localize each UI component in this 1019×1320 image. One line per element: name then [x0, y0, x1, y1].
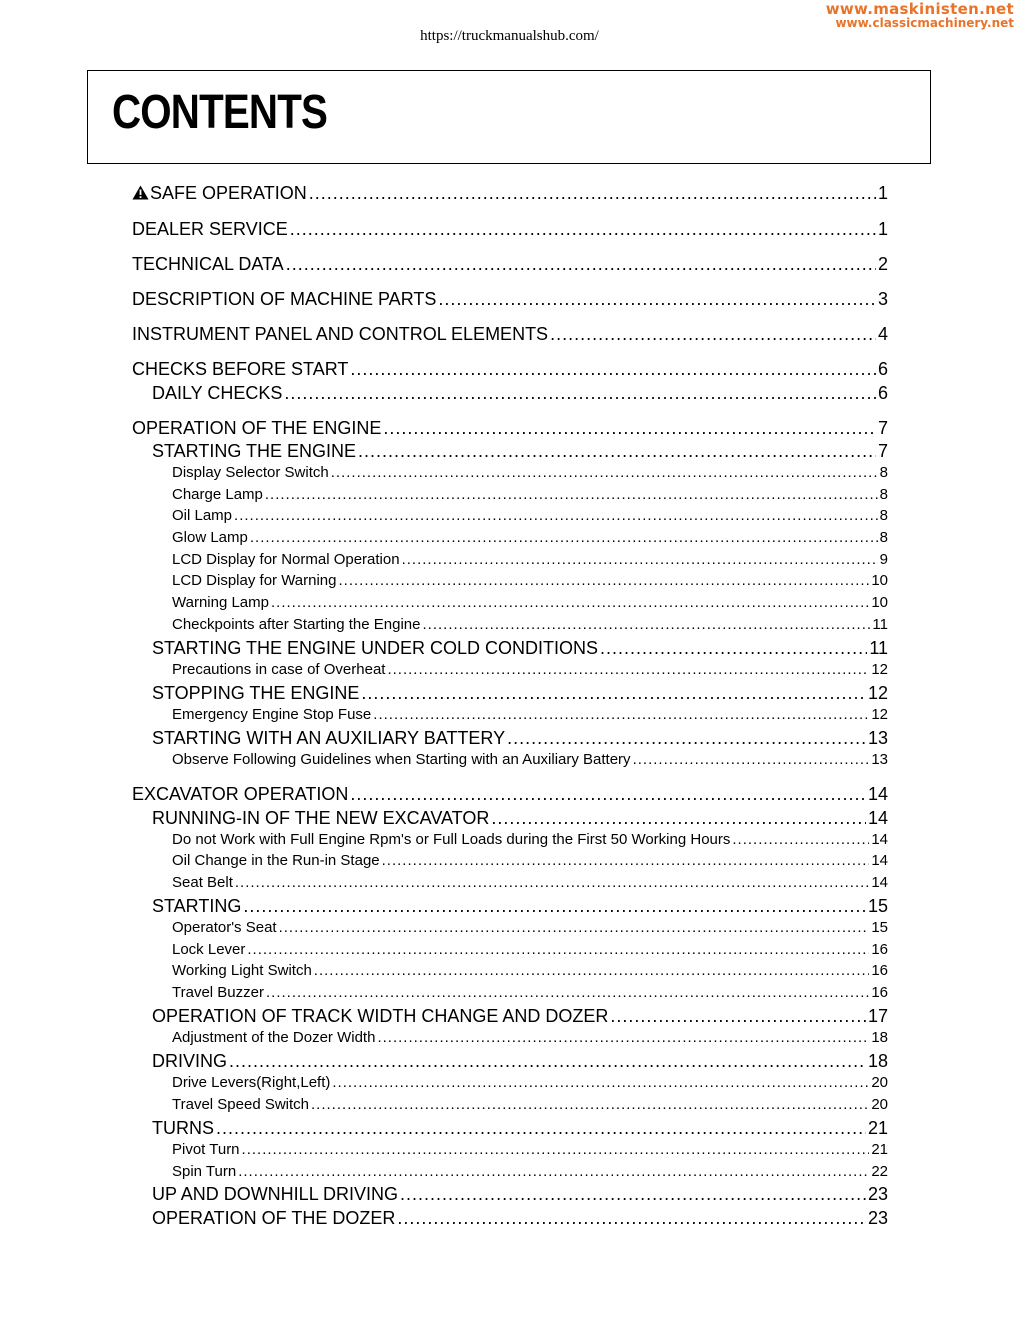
toc-entry[interactable] [172, 751, 888, 768]
toc-page-number: 14 [871, 874, 888, 891]
toc-dot-leader [234, 507, 878, 524]
toc-entry-title [172, 616, 420, 633]
toc-entry-title [132, 219, 288, 240]
toc-page-number: 18 [871, 1029, 888, 1046]
toc-entry-text: Travel Speed Switch [172, 1096, 310, 1113]
toc-entry-text: STARTING THE ENGINE UNDER COLD CONDITIONS [152, 638, 599, 658]
toc-dot-leader [600, 638, 867, 659]
toc-entry-title [152, 1208, 395, 1229]
toc-entry-text: Drive Levers(Right,Left) [172, 1074, 331, 1091]
toc-entry-text: STARTING [152, 896, 242, 916]
toc-page-number: 15 [871, 919, 888, 936]
toc-entry-text: STARTING THE ENGINE [152, 441, 357, 461]
toc-entry[interactable] [152, 1118, 888, 1139]
toc-entry-text: Lock Lever [172, 941, 246, 958]
toc-entry[interactable] [152, 441, 888, 462]
toc-page-number: 15 [867, 896, 888, 916]
toc-page-number: 8 [879, 486, 888, 503]
toc-entry-text: LCD Display for Normal Operation [172, 551, 400, 568]
page-title: CONTENTS [112, 86, 328, 139]
toc-dot-leader [550, 324, 876, 345]
toc-dot-leader [279, 919, 870, 936]
toc-entry-text: STARTING WITH AN AUXILIARY BATTERY [152, 728, 506, 748]
toc-entry-title [172, 661, 385, 678]
toc-entry[interactable] [132, 183, 888, 204]
toc-dot-leader [242, 1141, 870, 1158]
warning-triangle-icon [132, 184, 150, 199]
toc-entry-title [172, 852, 380, 869]
toc-dot-leader [422, 616, 870, 633]
toc-entry-title [172, 874, 233, 891]
toc-entry[interactable] [152, 896, 888, 917]
toc-dot-leader [235, 874, 869, 891]
toc-entry-text: Observe Following Guidelines when Starting with an Auxiliary Battery [172, 751, 631, 768]
toc-dot-leader [507, 728, 866, 749]
toc-dot-leader [331, 464, 878, 481]
toc-page-number: 6 [877, 383, 888, 403]
toc-entry[interactable] [152, 1184, 888, 1205]
toc-entry[interactable] [172, 874, 888, 891]
toc-dot-leader [284, 383, 876, 404]
toc-dot-leader [266, 984, 869, 1001]
toc-dot-leader [358, 441, 876, 462]
toc-entry-text: DAILY CHECKS [152, 383, 283, 403]
toc-dot-leader [610, 1006, 866, 1027]
toc-dot-leader [247, 941, 869, 958]
toc-entry-title [152, 383, 282, 404]
toc-entry-text: Display Selector Switch [172, 464, 329, 481]
toc-entry-text: Pivot Turn [172, 1141, 240, 1158]
toc-page-number: 14 [867, 808, 888, 828]
toc-dot-leader [271, 594, 869, 611]
toc-entry-text: DEALER SERVICE [132, 219, 288, 239]
toc-page-number: 17 [867, 1006, 888, 1026]
toc-entry[interactable] [172, 941, 888, 958]
toc-entry[interactable] [172, 962, 888, 979]
toc-dot-leader [216, 1118, 866, 1139]
toc-entry-title [152, 1118, 214, 1139]
toc-entry-title [152, 1006, 608, 1027]
toc-entry-title [152, 728, 505, 749]
toc-entry-title [132, 359, 348, 380]
watermark-line-2: www.classicmachinery.net [835, 16, 1014, 30]
toc-entry[interactable] [172, 706, 888, 723]
toc-entry[interactable] [132, 289, 888, 310]
toc-dot-leader [382, 852, 870, 869]
toc-entry-text: EXCAVATOR OPERATION [132, 784, 349, 804]
toc-entry-text: Emergency Engine Stop Fuse [172, 706, 372, 723]
toc-entry[interactable] [172, 551, 888, 568]
toc-entry-title [152, 1051, 227, 1072]
toc-dot-leader [491, 808, 866, 829]
toc-entry-title [152, 896, 241, 917]
toc-entry-text: DESCRIPTION OF MACHINE PARTS [132, 289, 437, 309]
toc-entry-title [132, 254, 284, 275]
toc-dot-leader [350, 359, 876, 380]
toc-entry-title [172, 1029, 375, 1046]
toc-page-number: 12 [871, 661, 888, 678]
toc-entry-title [172, 572, 337, 589]
toc-entry-text: Oil Lamp [172, 507, 233, 524]
toc-entry[interactable] [152, 638, 888, 659]
toc-page-number: 1 [877, 183, 888, 203]
toc-entry-title [172, 962, 312, 979]
header-url: https://truckmanualshub.com/ [420, 28, 599, 44]
toc-entry[interactable] [172, 831, 888, 848]
toc-page-number: 16 [871, 984, 888, 1001]
toc-entry-title [172, 941, 245, 958]
toc-dot-leader [290, 219, 876, 240]
toc-dot-leader [350, 784, 866, 805]
toc-entry[interactable] [172, 1141, 888, 1158]
toc-page-number: 12 [871, 706, 888, 723]
toc-entry-title [152, 1184, 398, 1205]
toc-entry[interactable] [152, 728, 888, 749]
toc-page-number: 23 [867, 1184, 888, 1204]
toc-dot-leader [332, 1074, 869, 1091]
toc-entry-text: Precautions in case of Overheat [172, 661, 386, 678]
toc-dot-leader [402, 551, 878, 568]
toc-entry-title [132, 183, 307, 204]
toc-entry[interactable] [172, 1074, 888, 1091]
toc-entry-text: DRIVING [152, 1051, 228, 1071]
toc-page-number: 21 [871, 1141, 888, 1158]
toc-page-number: 11 [872, 616, 888, 633]
toc-entry[interactable] [172, 1029, 888, 1046]
toc-entry[interactable] [172, 661, 888, 678]
toc-entry-text: Checkpoints after Starting the Engine [172, 616, 421, 633]
toc-entry-text: OPERATION OF THE ENGINE [132, 418, 382, 438]
toc-entry-text: Adjustment of the Dozer Width [172, 1029, 376, 1046]
toc-entry[interactable] [172, 1096, 888, 1113]
toc-entry[interactable] [152, 383, 888, 404]
toc-entry-title [172, 831, 730, 848]
toc-entry-text: STOPPING THE ENGINE [152, 683, 360, 703]
toc-dot-leader [250, 529, 878, 546]
toc-page-number: 22 [871, 1163, 888, 1180]
toc-entry-title [172, 1163, 236, 1180]
toc-entry-text: INSTRUMENT PANEL AND CONTROL ELEMENTS [132, 324, 549, 344]
toc-entry-title [172, 984, 264, 1001]
toc-page-number: 14 [871, 831, 888, 848]
toc-entry-text: Do not Work with Full Engine Rpm's or Full Loads during the First 50 Working Hours [172, 831, 731, 848]
toc-page-number: 14 [871, 852, 888, 869]
toc-page-number: 8 [879, 507, 888, 524]
toc-dot-leader [286, 254, 876, 275]
toc-entry-text: OPERATION OF THE DOZER [152, 1208, 396, 1228]
toc-entry-title [132, 289, 436, 310]
toc-page-number: 21 [867, 1118, 888, 1138]
toc-entry-text: Working Light Switch [172, 962, 312, 979]
toc-entry-title [172, 1074, 330, 1091]
toc-entry-title [172, 706, 371, 723]
toc-dot-leader [377, 1029, 869, 1046]
toc-entry-text: TURNS [152, 1118, 214, 1138]
toc-page-number: 10 [871, 594, 888, 611]
toc-page-number: 12 [867, 683, 888, 703]
toc-entry[interactable] [172, 852, 888, 869]
toc-entry-title [172, 751, 631, 768]
toc-entry-text: Seat Belt [172, 874, 233, 891]
toc-page-number: 8 [879, 529, 888, 546]
toc-entry-title [172, 551, 400, 568]
toc-entry-title [172, 464, 329, 481]
toc-entry-title [172, 594, 269, 611]
toc-entry[interactable] [132, 784, 888, 805]
toc-entry-title [172, 919, 277, 936]
toc-entry[interactable] [152, 808, 888, 829]
toc-entry[interactable] [152, 1208, 888, 1229]
toc-entry[interactable] [152, 683, 888, 704]
toc-entry[interactable] [172, 464, 888, 481]
toc-page-number: 7 [877, 418, 888, 438]
toc-entry[interactable] [172, 507, 888, 524]
toc-entry-text: Charge Lamp [172, 486, 263, 503]
toc-entry-text: Travel Buzzer [172, 984, 264, 1001]
toc-entry-text: Warning Lamp [172, 594, 269, 611]
toc-page-number: 11 [869, 638, 888, 658]
toc-dot-leader [383, 418, 876, 439]
toc-dot-leader [229, 1051, 866, 1072]
toc-entry-text: TECHNICAL DATA [132, 254, 284, 274]
toc-entry-title [152, 441, 356, 462]
toc-entry-title [172, 1096, 309, 1113]
toc-entry[interactable] [132, 254, 888, 275]
toc-entry-text: Oil Change in the Run-in Stage [172, 852, 380, 869]
toc-page-number: 6 [877, 359, 888, 379]
toc-page-number: 18 [867, 1051, 888, 1071]
toc-dot-leader [243, 896, 866, 917]
toc-page-number: 13 [867, 728, 888, 748]
toc-page-number: 14 [867, 784, 888, 804]
toc-entry-text: Glow Lamp [172, 529, 248, 546]
toc-dot-leader [311, 1096, 869, 1113]
toc-dot-leader [265, 486, 878, 503]
watermark-line-1: www.maskinisten.net [825, 0, 1014, 18]
toc-entry-text: Spin Turn [172, 1163, 237, 1180]
toc-page-number: 13 [871, 751, 888, 768]
toc-entry[interactable] [172, 984, 888, 1001]
toc-page-number: 16 [871, 962, 888, 979]
toc-page-number: 23 [867, 1208, 888, 1228]
toc-page-number: 10 [871, 572, 888, 589]
toc-entry[interactable] [132, 418, 888, 439]
toc-dot-leader [361, 683, 866, 704]
toc-entry-text: SAFE OPERATION [150, 183, 307, 203]
toc-entry[interactable] [172, 1163, 888, 1180]
toc-entry[interactable] [172, 616, 888, 633]
toc-dot-leader [238, 1163, 869, 1180]
toc-page-number: 8 [879, 464, 888, 481]
toc-entry[interactable] [172, 529, 888, 546]
toc-dot-leader [314, 962, 870, 979]
toc-entry[interactable] [172, 594, 888, 611]
toc-entry-title [132, 324, 548, 345]
toc-page-number: 2 [877, 254, 888, 274]
toc-entry[interactable] [132, 219, 888, 240]
toc-entry-title [132, 784, 348, 805]
toc-entry[interactable] [172, 486, 888, 503]
toc-entry-text: UP AND DOWNHILL DRIVING [152, 1184, 399, 1204]
toc-entry-text: Operator's Seat [172, 919, 277, 936]
toc-entry-title [152, 638, 598, 659]
toc-entry-title [172, 1141, 240, 1158]
toc-dot-leader [633, 751, 870, 768]
toc-entry-title [152, 808, 489, 829]
toc-entry-title [132, 418, 381, 439]
toc-entry-text: RUNNING-IN OF THE NEW EXCAVATOR [152, 808, 490, 828]
toc-entry-title [152, 683, 359, 704]
toc-entry[interactable] [152, 1006, 888, 1027]
toc-dot-leader [339, 572, 870, 589]
toc-entry[interactable] [132, 359, 888, 380]
toc-dot-leader [732, 831, 869, 848]
toc-entry[interactable] [132, 324, 888, 345]
toc-page-number: 1 [877, 219, 888, 239]
toc-page-number: 20 [871, 1074, 888, 1091]
toc-dot-leader [309, 183, 876, 204]
toc-entry-text: LCD Display for Warning [172, 572, 337, 589]
toc-page-number: 9 [879, 551, 888, 568]
toc-entry[interactable] [172, 572, 888, 589]
toc-entry-text: OPERATION OF TRACK WIDTH CHANGE AND DOZER [152, 1006, 609, 1026]
toc-entry-title [172, 486, 263, 503]
toc-page-number: 4 [877, 324, 888, 344]
toc-page-number: 16 [871, 941, 888, 958]
toc-entry-title [172, 507, 232, 524]
toc-dot-leader [400, 1184, 866, 1205]
toc-page-number: 20 [871, 1096, 888, 1113]
toc-entry[interactable] [152, 1051, 888, 1072]
toc-entry-title [172, 529, 248, 546]
toc-dot-leader [397, 1208, 866, 1229]
toc-dot-leader [387, 661, 869, 678]
toc-dot-leader [438, 289, 876, 310]
toc-entry[interactable] [172, 919, 888, 936]
toc-entry-text: CHECKS BEFORE START [132, 359, 349, 379]
toc-page-number: 7 [877, 441, 888, 461]
toc-page-number: 3 [877, 289, 888, 309]
toc-dot-leader [373, 706, 869, 723]
